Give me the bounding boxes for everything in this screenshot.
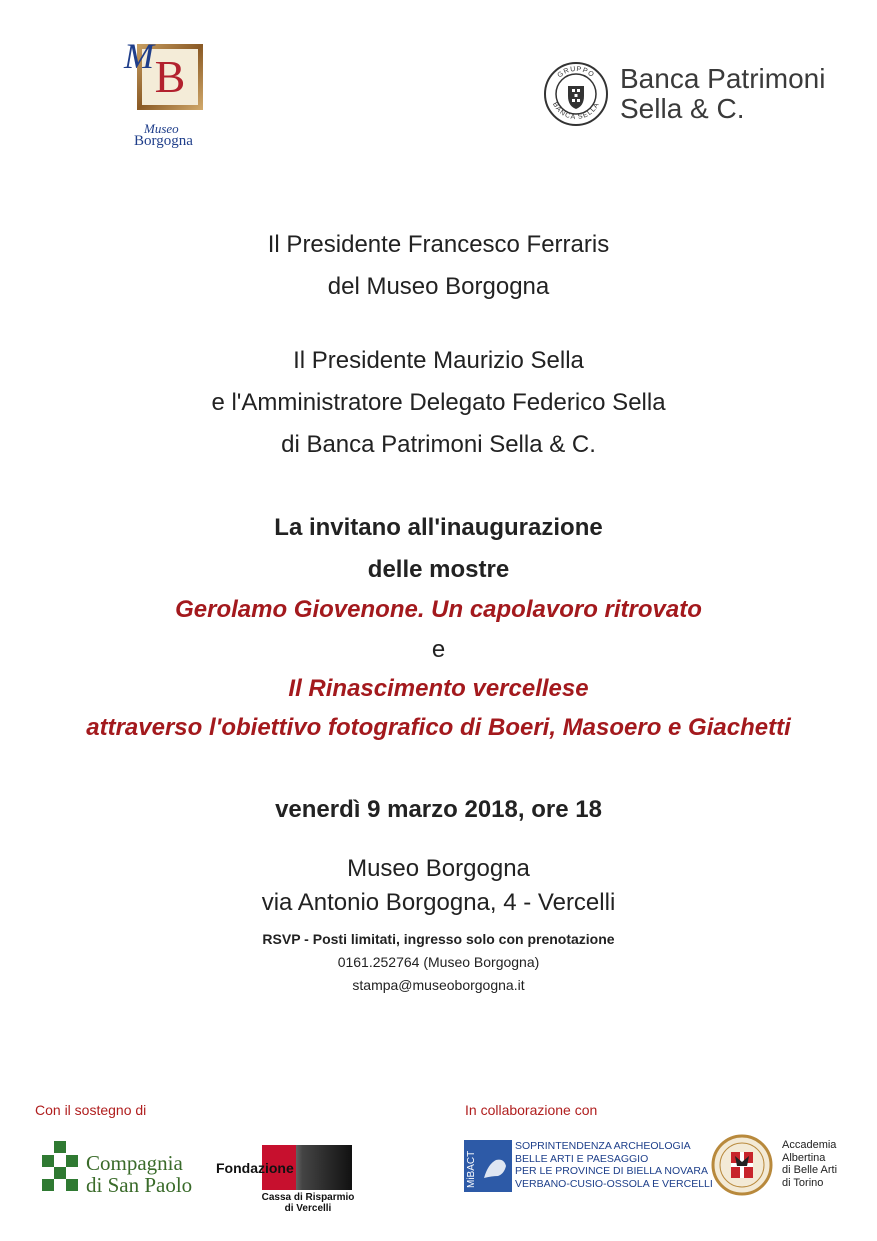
accademia-line-3: di Belle Arti (782, 1164, 838, 1176)
host-line-5: di Banca Patrimoni Sella & C. (281, 431, 596, 458)
fondazione-sub-line-1: Cassa di Risparmio (261, 1192, 355, 1203)
museo-borgogna-logo (124, 38, 214, 150)
accademia-name (782, 1139, 837, 1189)
compagnia-san-paolo-mark (40, 1141, 80, 1195)
accademia-albertina-seal (711, 1134, 773, 1196)
host-line-2: del Museo Borgogna (327, 273, 550, 300)
conjunction: e (431, 636, 446, 663)
venue-name: Museo Borgogna (347, 855, 530, 882)
fondazione-sub-line-2: di Vercelli (284, 1203, 332, 1214)
accademia-line-2: Albertina (782, 1151, 826, 1164)
host-line-3: Il Presidente Maurizio Sella (293, 347, 584, 374)
mibact-text: MiBACT (466, 1150, 477, 1188)
invite-line-2: delle mostre (367, 556, 510, 583)
compagnia-line-2: di San Paolo (86, 1173, 193, 1197)
compagnia-san-paolo-name (86, 1152, 192, 1196)
host-line-4: e l'Amministratore Delegato Federico Sella (211, 389, 666, 416)
rsvp-email: stampa@museoborgogna.it (352, 977, 525, 993)
seal-top-text: GRUPPO (556, 65, 596, 80)
accademia-line-1: Accademia (782, 1139, 837, 1151)
banca-name (620, 64, 850, 124)
soprintendenza-line-2: BELLE ARTI E PAESAGGIO (515, 1152, 649, 1165)
fondazione-subtitle (258, 1192, 358, 1214)
svg-text:GRUPPO (556, 66, 595, 79)
venue-address: via Antonio Borgogna, 4 - Vercelli (261, 889, 616, 916)
banca-name-line1: Banca Patrimoni (620, 63, 826, 94)
logo-letter-b: B (154, 51, 186, 102)
soprintendenza-name (515, 1140, 713, 1190)
event-date: venerdì 9 marzo 2018, ore 18 (275, 796, 602, 823)
soprintendenza-line-4: VERBANO-CUSIO-OSSOLA E VERCELLI (515, 1177, 713, 1190)
rsvp-phone: 0161.252764 (Museo Borgogna) (337, 954, 540, 970)
rsvp-note: RSVP - Posti limitati, ingresso solo con prenotazione (262, 931, 615, 947)
support-label: Con il sostegno di (35, 1102, 147, 1118)
compagnia-line-1: Compagnia (86, 1151, 183, 1175)
soprintendenza-line-3: PER LE PROVINCE DI BIELLA NOVARA (515, 1165, 708, 1177)
seal-bottom-text: BANCA SELLA (550, 101, 602, 122)
invite-line-1: La invitano all'inaugurazione (274, 514, 603, 541)
banca-sella-seal (543, 58, 609, 130)
exhibition-2-title-line-1: Il Rinascimento vercellese (288, 675, 589, 702)
soprintendenza-line-1: SOPRINTENDENZA ARCHEOLOGIA (515, 1140, 691, 1152)
exhibition-1-title: Gerolamo Giovenone. Un capolavoro ritrovato (175, 596, 702, 623)
accademia-line-4: di Torino (782, 1176, 824, 1189)
logo-borgogna-text: Borgogna (134, 133, 193, 149)
mibact-logo (464, 1140, 512, 1192)
collaboration-label: In collaborazione con (465, 1102, 598, 1118)
fondazione-word: Fondazione (216, 1160, 294, 1176)
host-line-1: Il Presidente Francesco Ferraris (267, 231, 610, 258)
banca-name-line2: Sella & C. (620, 93, 745, 124)
exhibition-2-title-line-2: attraverso l'obiettivo fotografico di Boeri, Masoero e Giachetti (86, 714, 791, 741)
logo-museo-text: Museo (144, 121, 179, 136)
logo-letter-m: M (124, 36, 154, 76)
